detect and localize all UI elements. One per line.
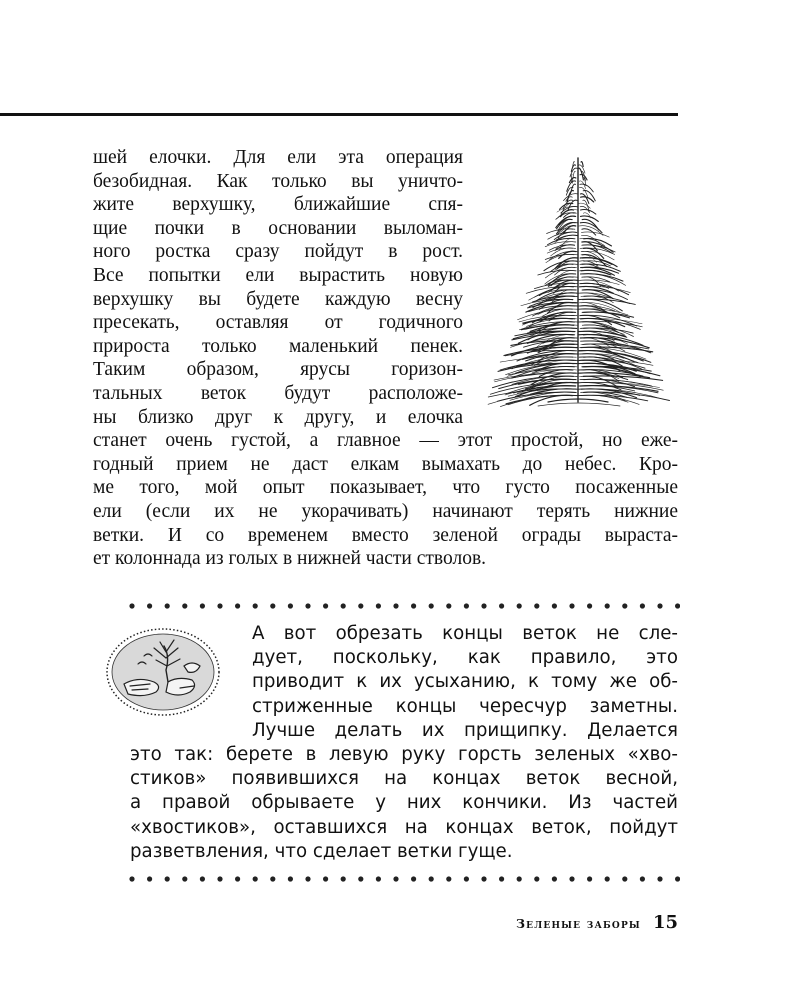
text-line: ного ростка сразу пойдут в рост. bbox=[93, 241, 463, 263]
text-line: годный прием не даст елкам вымахать до небес. Кро- bbox=[93, 453, 678, 475]
page-number: 15 bbox=[652, 912, 678, 933]
dotted-separator-bottom bbox=[128, 875, 680, 883]
text-line: ветки. И со временем вместо зеленой ограды выраста- bbox=[93, 524, 678, 546]
text-line: ме того, мой опыт показывает, что густо посаженные bbox=[93, 477, 678, 499]
text-line: приводит к их усыханию, к тому же об- bbox=[252, 671, 678, 693]
text-line: стиков» появившихся на концах веток весной, bbox=[130, 768, 678, 790]
text-line: пресекать, оставляя от годичного bbox=[93, 312, 463, 334]
spruce-tree-illustration bbox=[478, 152, 678, 414]
tip-box-text bbox=[130, 622, 678, 864]
text-line: тальных веток будут расположе- bbox=[93, 382, 463, 404]
text-line: станет очень густой, а главное — этот простой, но еже- bbox=[93, 430, 678, 452]
text-line: ели (если их не укорачивать) начинают терять нижние bbox=[93, 500, 678, 522]
text-line: безобидная. Как только вы уничто- bbox=[93, 170, 463, 192]
dotted-separator-top bbox=[128, 602, 680, 610]
text-line: дует, поскольку, как правило, это bbox=[252, 647, 678, 669]
text-line: прироста только маленький пенек. bbox=[93, 335, 463, 357]
text-line: это так: берете в левую руку горсть зеленых «хво- bbox=[130, 744, 678, 766]
text-line: Таким образом, ярусы горизон- bbox=[93, 359, 463, 381]
text-line: ны близко друг к другу, и елочка bbox=[93, 406, 463, 428]
text-line: Все попытки ели вырастить новую bbox=[93, 264, 463, 286]
text-line: «хвостиков», оставшихся на концах веток, пойдут bbox=[130, 816, 678, 838]
text-line: Лучше делать их прищипку. Делается bbox=[252, 719, 678, 741]
running-footer-title: Зеленые заборы bbox=[515, 916, 641, 931]
text-line: разветвления, что сделает ветки гуще. bbox=[130, 840, 513, 862]
text-line: жите верхушку, ближайшие спя- bbox=[93, 194, 463, 216]
text-line: а правой обрываете у них кончики. Из частей bbox=[130, 792, 678, 814]
text-line: верхушку вы будете каждую весну bbox=[93, 288, 463, 310]
text-line: шей елочки. Для ели эта операция bbox=[93, 147, 463, 168]
header-rule bbox=[0, 113, 678, 116]
text-line: ет колоннада из голых в нижней части стволов. bbox=[93, 548, 487, 570]
text-line: стриженные концы чересчур заметны. bbox=[252, 695, 678, 717]
text-line: А вот обрезать концы веток не сле- bbox=[252, 623, 678, 644]
page-footer bbox=[516, 912, 678, 933]
text-line: щие почки в основании выломан- bbox=[93, 217, 463, 239]
